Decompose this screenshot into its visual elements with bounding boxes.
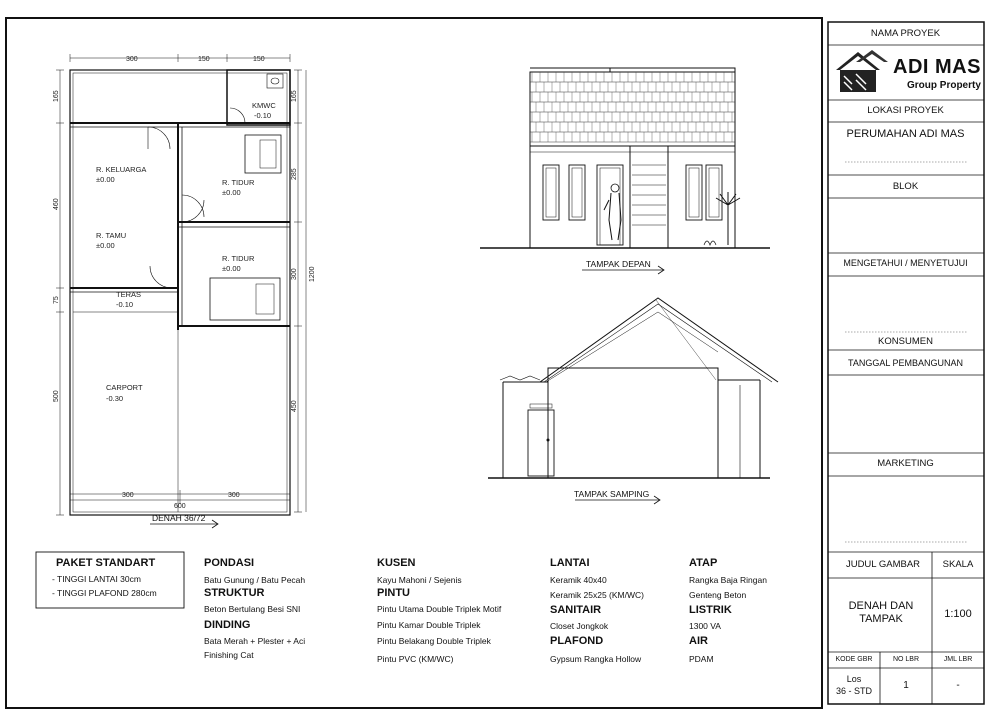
project-name-label: NAMA PROYEK [870,28,941,39]
sheet-no: 1 [903,680,909,691]
spec-plafond-title: PLAFOND [550,635,604,647]
room-tidur-2: R. TIDUR [222,254,255,263]
spec-struktur-title: STRUKTUR [204,587,265,599]
spec-listrik-text: 1300 VA [689,621,721,631]
room-tidur-1: R. TIDUR [222,178,255,187]
spec-pintu-item: Pintu Kamar Double Triplek [377,620,481,630]
spec-air-text: PDAM [689,654,714,664]
drawing-title-line-2: TAMPAK [859,613,903,625]
spec-listrik-title: LISTRIK [689,604,732,616]
dim-left-b: 460 [53,198,60,210]
spec-atap-item: Genteng Beton [689,590,747,600]
scale-label: SKALA [942,559,974,570]
spec-dinding-title: DINDING [204,619,251,631]
sheet-count-label: JML LBR [943,656,973,663]
room-tamu-level: ±0.00 [96,241,115,250]
company-logo [836,50,888,92]
spec-kusen-text: Kayu Mahoni / Sejenis [377,575,462,585]
spec-pintu-item: Pintu Utama Double Triplek Motif [377,604,502,614]
code-line-2: 36 - STD [835,686,872,696]
company-sub: Group Property [907,80,981,91]
spec-pintu-title: PINTU [377,587,410,599]
spec-lantai-item: Keramik 25x25 (KM/WC) [550,590,644,600]
dim-bottom-total: 600 [174,503,186,510]
room-carport-level: -0.30 [106,394,124,403]
spec-lantai-item: Keramik 40x40 [550,575,607,585]
spec-air-title: AIR [689,635,708,647]
room-keluarga-level: ±0.00 [96,175,115,184]
spec-dinding-text-2: Finishing Cat [204,650,254,660]
drawing-title-label: JUDUL GAMBAR [845,559,921,570]
sheet-count: - [956,680,960,691]
floor-plan-labels [53,56,316,523]
build-date-label: TANGGAL PEMBANGUNAN [847,358,964,368]
room-kmwc-level: -0.10 [254,111,272,120]
project-location: PERUMAHAN ADI MAS [846,128,965,140]
dim-top-c: 150 [253,56,265,63]
package-item: - TINGGI LANTAI 30cm [52,574,141,584]
dim-bottom-b: 300 [228,492,240,499]
package-item: - TINGGI PLAFOND 280cm [52,588,157,598]
spec-pondasi-title: PONDASI [204,557,255,569]
dim-right-c: 300 [291,268,298,280]
block-label: BLOK [892,181,919,192]
room-keluarga: R. KELUARGA [96,165,147,174]
dim-left-a: 165 [53,90,60,102]
dim-left-d: 500 [53,390,60,402]
spec-struktur-text: Beton Bertulang Besi SNI [204,604,301,614]
floor-plan-title: DENAH 36/72 [152,513,206,523]
room-tidur-2-level: ±0.00 [222,264,241,273]
sheet-no-label: NO LBR [892,656,920,663]
spec-pintu-item: Pintu Belakang Double Triplek [377,636,491,646]
dim-right-d: 450 [291,400,298,412]
dim-right-b: 285 [291,168,298,180]
front-elevation [480,68,770,274]
dim-top-a: 300 [126,56,138,63]
spec-kusen-title: KUSEN [377,557,416,569]
floor-plan [56,54,306,528]
approval-label: MENGETAHUI / MENYETUJUI [843,258,968,268]
room-carport: CARPORT [106,383,143,392]
room-tidur-1-level: ±0.00 [222,188,241,197]
company-name: ADI MAS [893,56,981,78]
spec-plafond-text: Gypsum Rangka Hollow [550,654,642,664]
dim-left-c: 75 [53,296,60,304]
spec-dinding-text-1: Bata Merah + Plester + Aci [204,636,306,646]
dim-right-total: 1200 [309,266,316,282]
spec-atap-item: Rangka Baja Ringan [689,575,767,585]
front-elevation-label: TAMPAK DEPAN [586,259,651,269]
spec-atap-title: ATAP [689,557,718,569]
spec-sanitair-title: SANITAIR [550,604,602,616]
room-kmwc: KMWC [252,101,276,110]
package-title: PAKET STANDART [56,557,156,569]
code-label: KODE GBR [835,656,873,663]
room-tamu: R. TAMU [96,231,127,240]
spec-lantai-title: LANTAI [550,557,590,569]
dim-top-b: 150 [198,56,210,63]
spec-pondasi-text: Batu Gunung / Batu Pecah [204,575,306,585]
side-elevation [488,298,778,504]
dim-bottom-a: 300 [122,492,134,499]
room-teras: TERAS [116,290,142,299]
spec-sanitair-text: Closet Jongkok [550,621,609,631]
room-teras-level: -0.10 [116,300,134,309]
consumer-label: KONSUMEN [878,336,933,347]
marketing-label: MARKETING [877,458,934,469]
scale-value: 1:100 [944,608,972,620]
code-line-1: Los [846,674,862,684]
project-location-label: LOKASI PROYEK [867,105,944,116]
title-block-dotted-lines [845,162,968,542]
dim-right-a: 165 [291,90,298,102]
side-elevation-label: TAMPAK SAMPING [574,489,650,499]
spec-pintu-item: Pintu PVC (KM/WC) [377,654,454,664]
drawing-title-line-1: DENAH DAN [848,600,914,612]
